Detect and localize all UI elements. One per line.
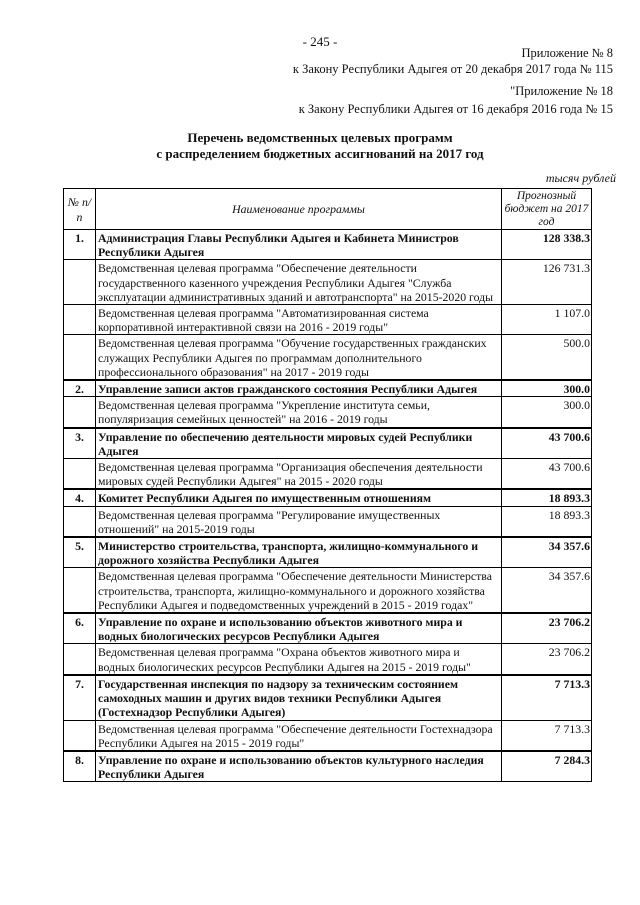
row-name: Ведомственная целевая программа "Укрепление института семьи, популяризация семейных ценностей" на 2016 - 2019 годы	[96, 397, 502, 428]
column-header-name: Наименование программы	[96, 189, 502, 230]
row-number	[64, 506, 96, 537]
row-name: Министерство строительства, транспорта, жилищно-коммунального и дорожного хозяйства Республики Адыгея	[96, 537, 502, 568]
row-number: 2.	[64, 380, 96, 397]
row-name: Ведомственная целевая программа "Охрана объектов животного мира и водных биологических ресурсов Республики Адыгея на 2015 - 2019 годы"	[96, 644, 502, 675]
table-row-program	[64, 568, 592, 613]
appendix-title: Приложение № 8	[521, 46, 613, 60]
row-number	[64, 720, 96, 751]
row-name: Ведомственная целевая программа "Обеспечение деятельности Гостехнадзора Республики Адыгея на 2015 - 2019 годы"	[96, 720, 502, 751]
row-number	[64, 335, 96, 380]
programs-table	[63, 188, 592, 782]
table-row-program	[64, 335, 592, 380]
row-amount: 34 357.6	[502, 537, 592, 568]
table-row-department	[64, 230, 592, 260]
row-amount: 126 731.3	[502, 260, 592, 305]
row-amount: 43 700.6	[502, 459, 592, 490]
table-row-department	[64, 613, 592, 644]
row-name: Ведомственная целевая программа "Организация обеспечения деятельности мировых судей Республики Адыгея" на 2015 - 2020 годы	[96, 459, 502, 490]
row-number	[64, 568, 96, 613]
row-amount: 18 893.3	[502, 489, 592, 506]
title-line-2: с распределением бюджетных ассигнований на 2017 год	[156, 146, 484, 161]
row-number: 1.	[64, 230, 96, 260]
units-label: тысяч рублей	[545, 171, 616, 185]
row-name: Ведомственная целевая программа "Автоматизированная система корпоративной интерактивной связи на 2016 - 2019 годы"	[96, 305, 502, 335]
row-amount: 128 338.3	[502, 230, 592, 260]
row-number	[64, 644, 96, 675]
appendix-original-title: "Приложение № 18	[510, 84, 613, 98]
row-amount: 500.0	[502, 335, 592, 380]
row-amount: 34 357.6	[502, 568, 592, 613]
table-row-department	[64, 489, 592, 506]
row-name: Государственная инспекция по надзору за техническим состоянием самоходных машин и других видов техники Республики Адыгея (Гостехнадзор Республики Адыгея)	[96, 675, 502, 720]
row-name: Управление записи актов гражданского состояния Республики Адыгея	[96, 380, 502, 397]
column-header-amount: Прогнозный бюджет на 2017 год	[502, 189, 592, 230]
table-header-row	[64, 189, 592, 230]
row-name: Комитет Республики Адыгея по имущественным отношениям	[96, 489, 502, 506]
row-number: 4.	[64, 489, 96, 506]
row-name: Ведомственная целевая программа "Обучение государственных гражданских служащих Республики Адыгея по программам дополнительного профессионального образования" на 2017 - 2019 годы	[96, 335, 502, 380]
table-row-department	[64, 380, 592, 397]
row-name: Ведомственная целевая программа "Регулирование имущественных отношений" на 2015-2019 годы	[96, 506, 502, 537]
row-name: Ведомственная целевая программа "Обеспечение деятельности Министерства строительства, транспорта, жилищно-коммунального и дорожного хозяйства Республики Адыгея и подведомственных учреждений в 2015 - 2019 годах"	[96, 568, 502, 613]
row-number: 3.	[64, 428, 96, 459]
row-name: Администрация Главы Республики Адыгея и Кабинета Министров Республики Адыгея	[96, 230, 502, 260]
title-line-1: Перечень ведомственных целевых программ	[187, 130, 453, 145]
row-amount: 1 107.0	[502, 305, 592, 335]
table-row-department	[64, 428, 592, 459]
appendix-law-reference: к Закону Республики Адыгея от 20 декабря 2017 года № 115	[292, 62, 613, 76]
row-amount: 18 893.3	[502, 506, 592, 537]
row-amount: 7 713.3	[502, 675, 592, 720]
table-body	[64, 230, 592, 782]
table-row-program	[64, 644, 592, 675]
table-row-program	[64, 397, 592, 428]
row-amount: 300.0	[502, 397, 592, 428]
row-amount: 7 284.3	[502, 751, 592, 782]
row-number	[64, 397, 96, 428]
table-row-program	[64, 459, 592, 490]
row-number	[64, 459, 96, 490]
row-name: Управление по охране и использованию объектов культурного наследия Республики Адыгея	[96, 751, 502, 782]
table-row-program	[64, 260, 592, 305]
row-number	[64, 260, 96, 305]
row-number: 8.	[64, 751, 96, 782]
document-title	[0, 130, 640, 162]
table-row-department	[64, 675, 592, 720]
row-name: Управление по обеспечению деятельности мировых судей Республики Адыгея	[96, 428, 502, 459]
row-amount: 23 706.2	[502, 613, 592, 644]
column-header-number: № п/п	[64, 189, 96, 230]
page-number: - 245 -	[302, 34, 338, 49]
row-amount: 23 706.2	[502, 644, 592, 675]
table-row-program	[64, 720, 592, 751]
table-row-department	[64, 537, 592, 568]
row-name: Управление по охране и использованию объектов животного мира и водных биологических ресурсов Республики Адыгея	[96, 613, 502, 644]
row-amount: 43 700.6	[502, 428, 592, 459]
row-number	[64, 305, 96, 335]
row-amount: 7 713.3	[502, 720, 592, 751]
table-row-department	[64, 751, 592, 782]
row-number: 7.	[64, 675, 96, 720]
row-amount: 300.0	[502, 380, 592, 397]
table-row-program	[64, 506, 592, 537]
appendix-original-law-reference: к Закону Республики Адыгея от 16 декабря 2016 года № 15	[298, 102, 613, 116]
row-name: Ведомственная целевая программа "Обеспечение деятельности государственного казенного учреждения Республики Адыгея "Служба эксплуатации административных зданий и автотранспорта" на 2015-2020 годы	[96, 260, 502, 305]
row-number: 6.	[64, 613, 96, 644]
table-row-program	[64, 305, 592, 335]
row-number: 5.	[64, 537, 96, 568]
